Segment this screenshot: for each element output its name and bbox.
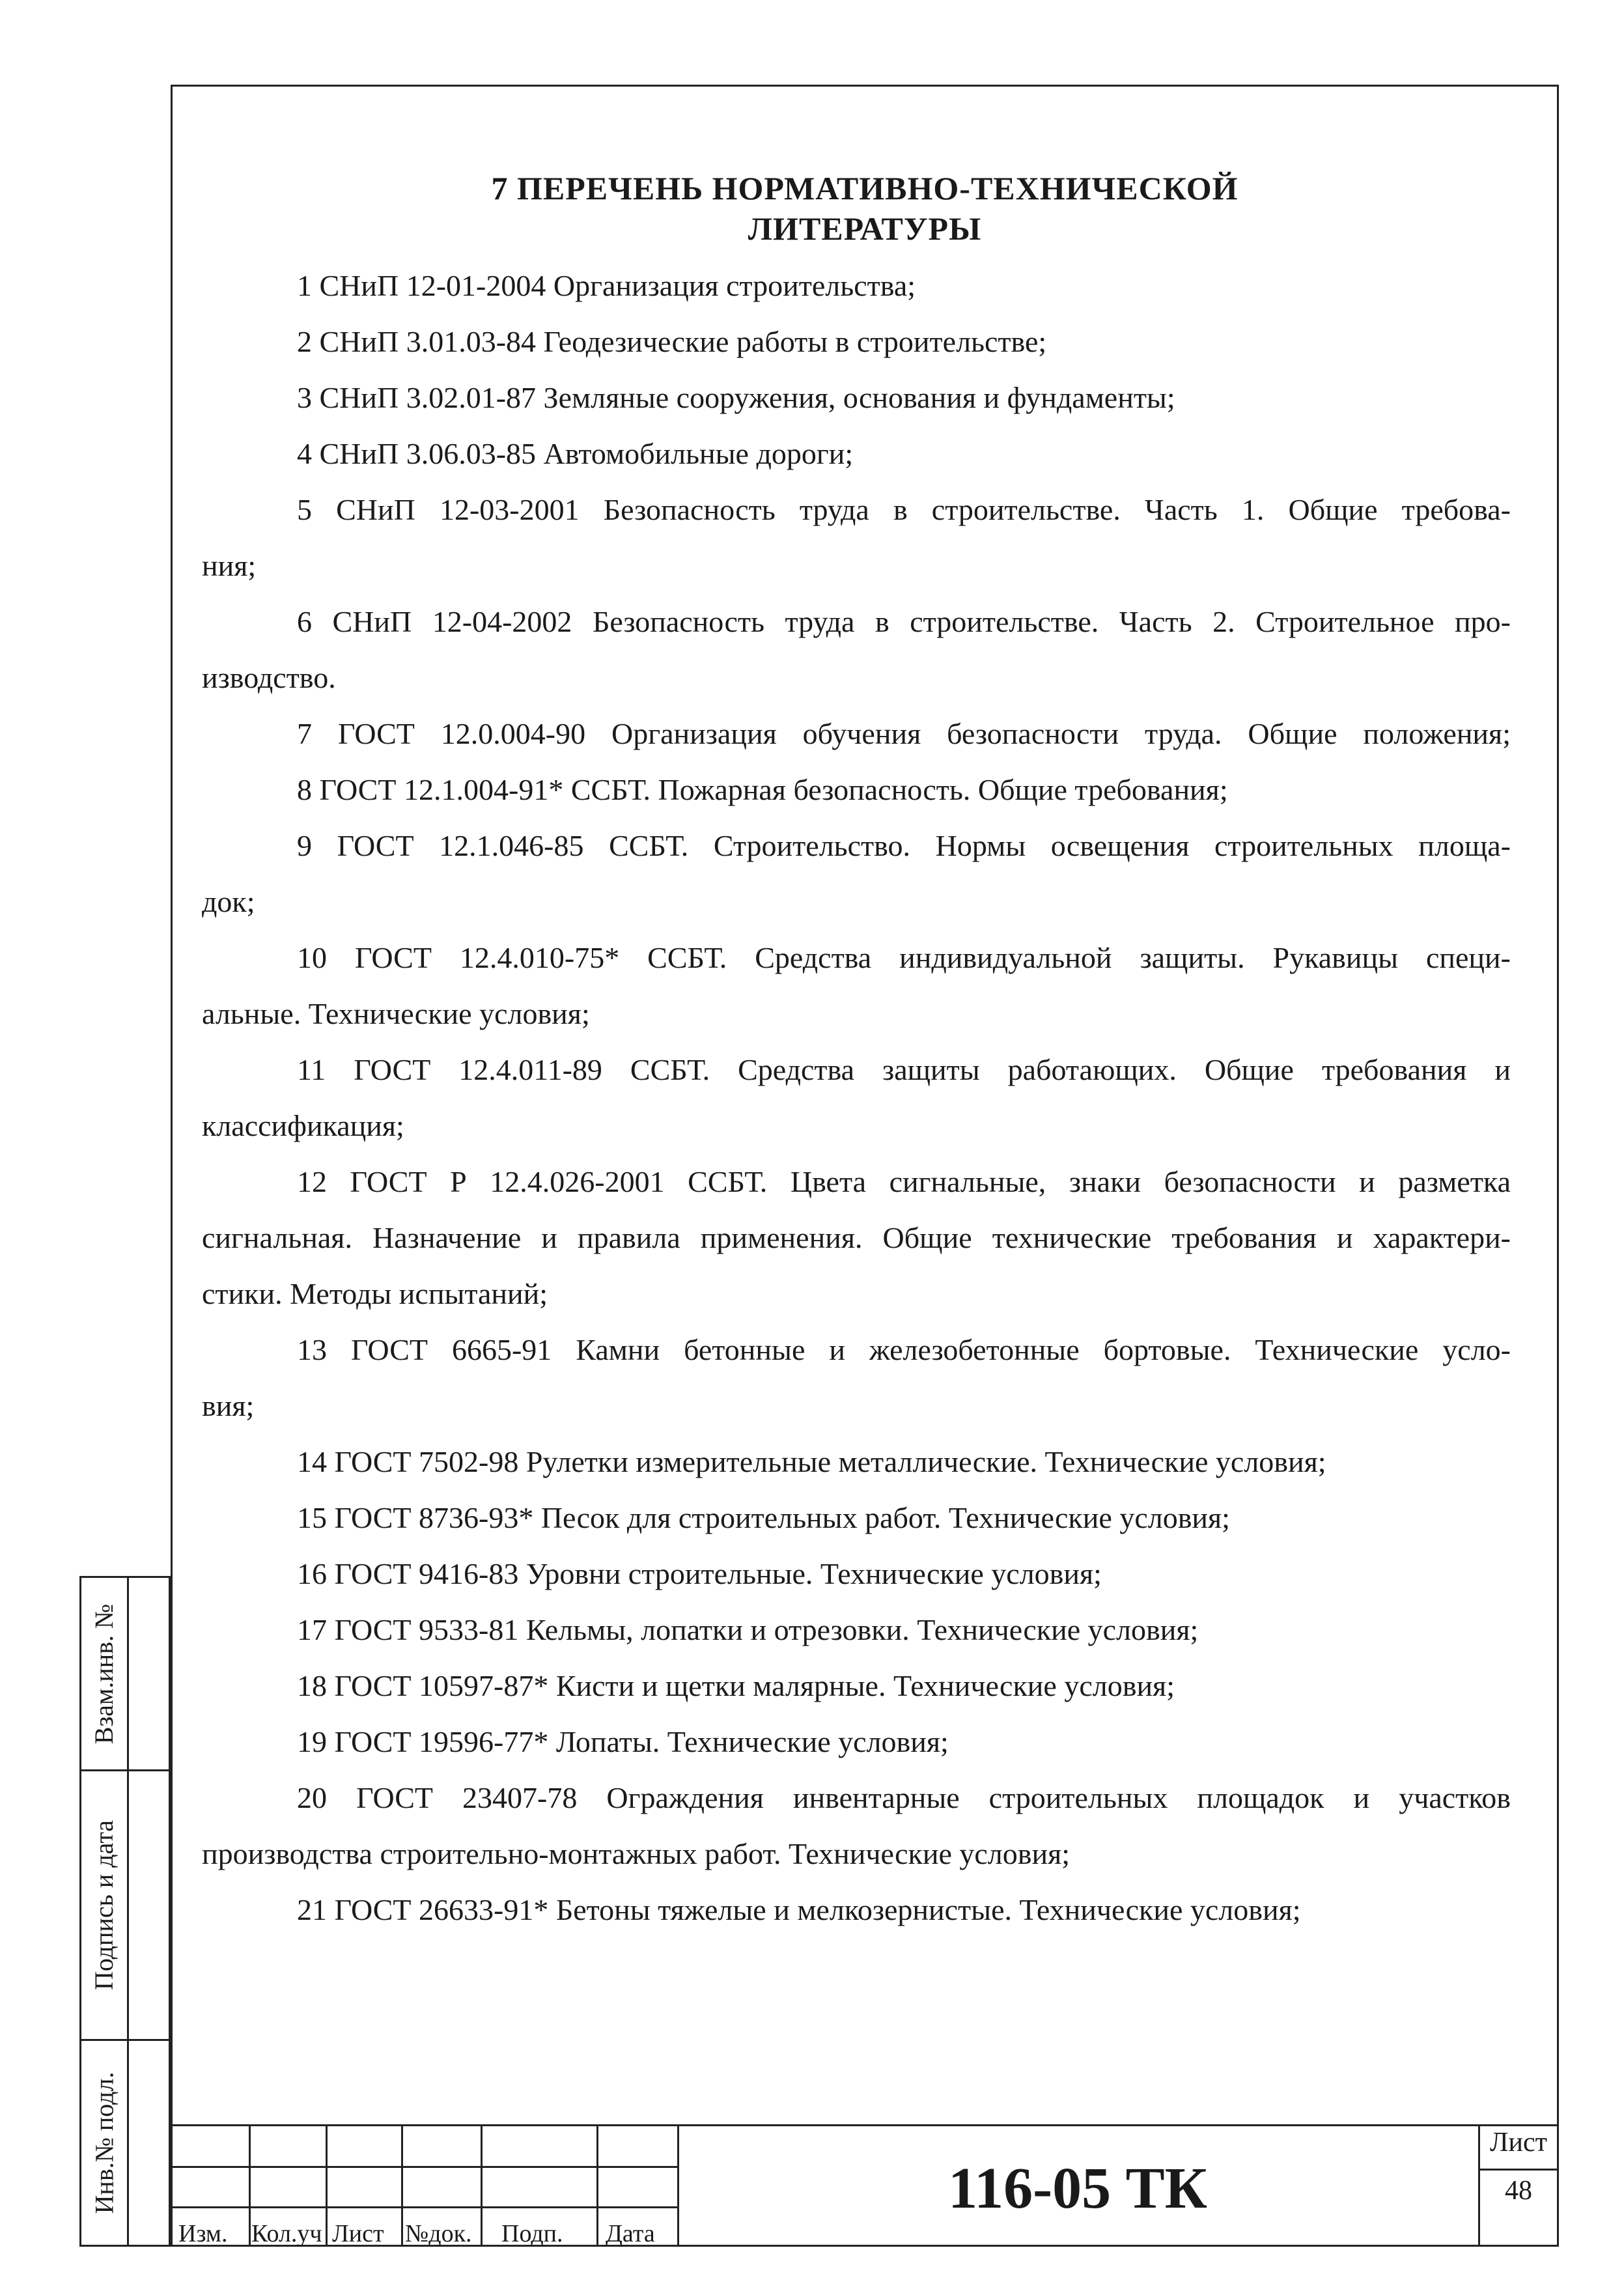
reference-line: 9 ГОСТ 12.1.046-85 ССБТ. Строительство. Нормы освещения строительных площа-	[297, 829, 1511, 862]
side-stamp-vzam-label: Взам.инв. №	[89, 1603, 119, 1744]
title-block-header-kolvo: Кол.уч	[251, 2220, 322, 2247]
reference-line: 7 ГОСТ 12.0.004-90 Организация обучения безопасности труда. Общие положения;	[297, 717, 1511, 750]
reference-line: сигнальная. Назначение и правила применения. Общие технические требования и характери-	[202, 1221, 1511, 1254]
reference-line: 14 ГОСТ 7502-98 Рулетки измерительные металлические. Технические условия;	[297, 1445, 1326, 1478]
title-block-header-podp: Подп.	[501, 2220, 563, 2247]
reference-line: 3 СНиП 3.02.01-87 Земляные сооружения, основания и фундаменты;	[297, 381, 1175, 414]
reference-line: стики. Методы испытаний;	[202, 1277, 548, 1310]
side-stamp-inv-label: Инв.№ подл.	[89, 2072, 119, 2214]
section-title-line2: ЛИТЕРАТУРЫ	[748, 210, 982, 247]
reference-line: изводство.	[202, 661, 336, 694]
reference-line: ния;	[202, 549, 257, 582]
reference-line: 19 ГОСТ 19596-77* Лопаты. Технические условия;	[297, 1725, 949, 1758]
title-block-header-izm: Изм.	[178, 2220, 228, 2247]
reference-line: 21 ГОСТ 26633-91* Бетоны тяжелые и мелкозернистые. Технические условия;	[297, 1893, 1301, 1926]
reference-line: 8 ГОСТ 12.1.004-91* ССБТ. Пожарная безопасность. Общие требования;	[297, 773, 1228, 806]
reference-line: 2 СНиП 3.01.03-84 Геодезические работы в строительстве;	[297, 325, 1047, 358]
reference-line: 10 ГОСТ 12.4.010-75* ССБТ. Средства индивидуальной защиты. Рукавицы специ-	[297, 941, 1511, 974]
reference-line: 13 ГОСТ 6665-91 Камни бетонные и железобетонные бортовые. Технические усло-	[297, 1333, 1511, 1366]
title-block-header-ndok: №док.	[405, 2220, 472, 2247]
reference-line: 20 ГОСТ 23407-78 Ограждения инвентарные строительных площадок и участков	[297, 1781, 1511, 1814]
reference-line: 6 СНиП 12-04-2002 Безопасность труда в строительстве. Часть 2. Строительное про-	[297, 605, 1511, 638]
side-stamp-podpis	[79, 1769, 171, 2041]
reference-line: вия;	[202, 1389, 255, 1422]
title-block-header-data: Дата	[606, 2220, 655, 2247]
reference-line: 17 ГОСТ 9533-81 Кельмы, лопатки и отрезовки. Технические условия;	[297, 1613, 1199, 1646]
sheet-number: 48	[1505, 2176, 1532, 2206]
sheet-label: Лист	[1490, 2128, 1547, 2157]
reference-line: 12 ГОСТ Р 12.4.026-2001 ССБТ. Цвета сигнальные, знаки безопасности и разметка	[297, 1165, 1511, 1198]
title-block-header-list: Лист	[332, 2220, 384, 2247]
reference-line: 11 ГОСТ 12.4.011-89 ССБТ. Средства защиты работающих. Общие требования и	[297, 1053, 1511, 1086]
side-stamp-inv	[79, 2039, 171, 2247]
reference-line: 5 СНиП 12-03-2001 Безопасность труда в строительстве. Часть 1. Общие требова-	[297, 493, 1511, 526]
section-title	[171, 168, 1559, 249]
reference-line: док;	[202, 885, 255, 918]
reference-line: 1 СНиП 12-01-2004 Организация строительства;	[297, 269, 916, 302]
side-stamp-podpis-label: Подпись и дата	[89, 1820, 119, 1991]
reference-line: 15 ГОСТ 8736-93* Песок для строительных работ. Технические условия;	[297, 1501, 1230, 1534]
reference-line: производства строительно-монтажных работ. Технические условия;	[202, 1837, 1071, 1870]
reference-line: альные. Технические условия;	[202, 997, 590, 1030]
reference-line: классификация;	[202, 1109, 404, 1142]
document-code: 116-05 ТК	[948, 2156, 1207, 2221]
reference-line: 16 ГОСТ 9416-83 Уровни строительные. Технические условия;	[297, 1557, 1102, 1590]
reference-line: 18 ГОСТ 10597-87* Кисти и щетки малярные. Технические условия;	[297, 1669, 1175, 1702]
reference-line: 4 СНиП 3.06.03-85 Автомобильные дороги;	[297, 437, 854, 470]
section-title-line1: 7 ПЕРЕЧЕНЬ НОРМАТИВНО-ТЕХНИЧЕСКОЙ	[491, 170, 1239, 206]
side-stamp-vzam	[79, 1576, 171, 1771]
